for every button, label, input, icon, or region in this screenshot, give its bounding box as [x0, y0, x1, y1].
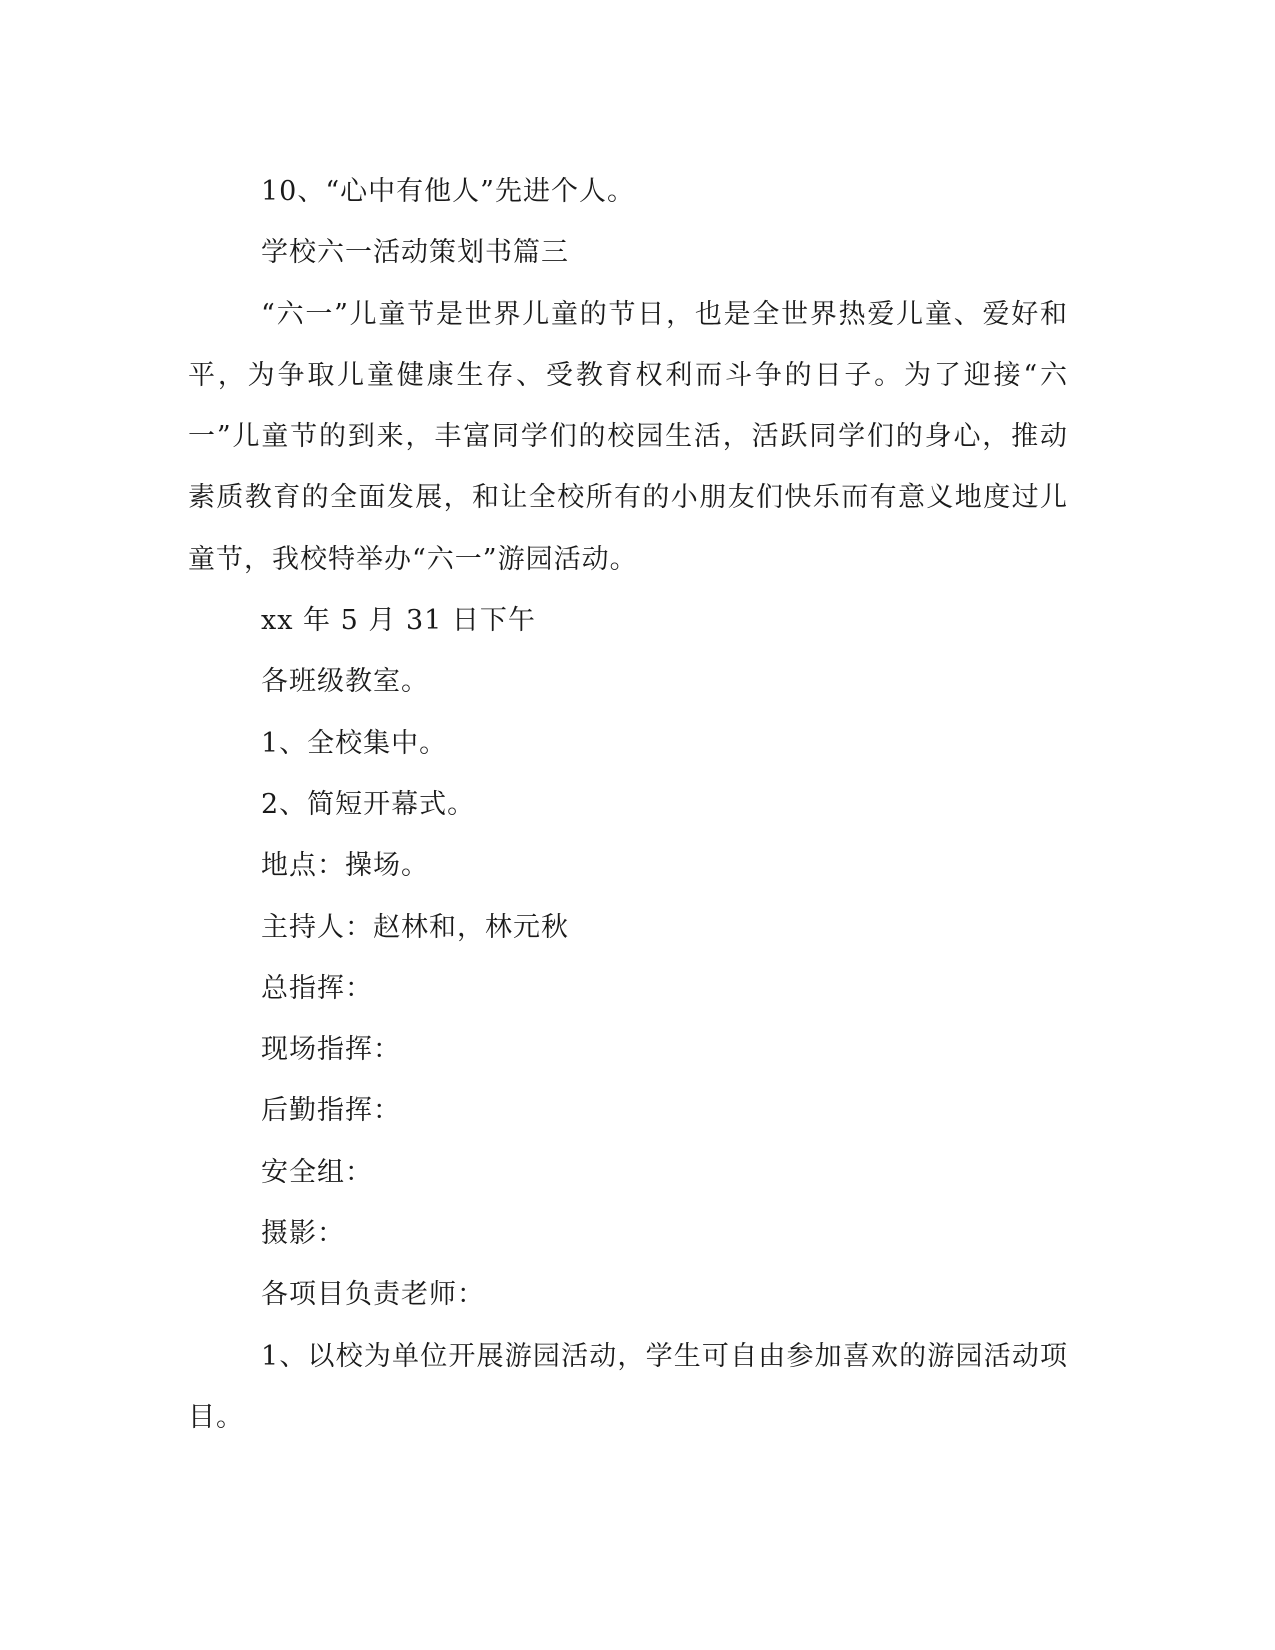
hosts: 主持人：赵林和，林元秋	[261, 911, 569, 943]
award-line: 10、“心中有他人”先进个人。	[261, 176, 635, 207]
section-heading: 学校六一活动策划书篇三	[261, 237, 569, 269]
opening-location: 地点：操场。	[261, 850, 429, 882]
chief-commander: 总指挥：	[261, 972, 373, 1004]
intro-paragraph: “六一”儿童节是世界儿童的节日，也是全世界热爱儿童、爱好和平，为争取儿童健康生存、受教育权利而斗争的日子。为了迎接“六一”儿童节的到来，丰富同学们的校园生活，活跃同学们的身心，推动素质教育的全面发展，和让全校所有的小朋友们快乐而有意义地度过儿童节，我校特举办“六一”游园活动。	[188, 298, 1068, 575]
step-opening: 2、简短开幕式。	[261, 788, 476, 820]
activity-location: 各班级教室。	[261, 666, 429, 698]
step-gather: 1、全校集中。	[261, 727, 448, 759]
activity-time: xx 年 5 月 31 日下午	[261, 605, 536, 637]
project-teachers: 各项目负责老师：	[261, 1279, 485, 1311]
safety-group: 安全组：	[261, 1156, 373, 1188]
logistics-commander: 后勤指挥：	[261, 1095, 401, 1127]
site-commander: 现场指挥：	[261, 1034, 401, 1066]
final-paragraph: 1、以校为单位开展游园活动，学生可自由参加喜欢的游园活动项目。	[188, 1340, 1068, 1433]
document-body	[188, 161, 1068, 1448]
photography: 摄影：	[261, 1218, 345, 1250]
